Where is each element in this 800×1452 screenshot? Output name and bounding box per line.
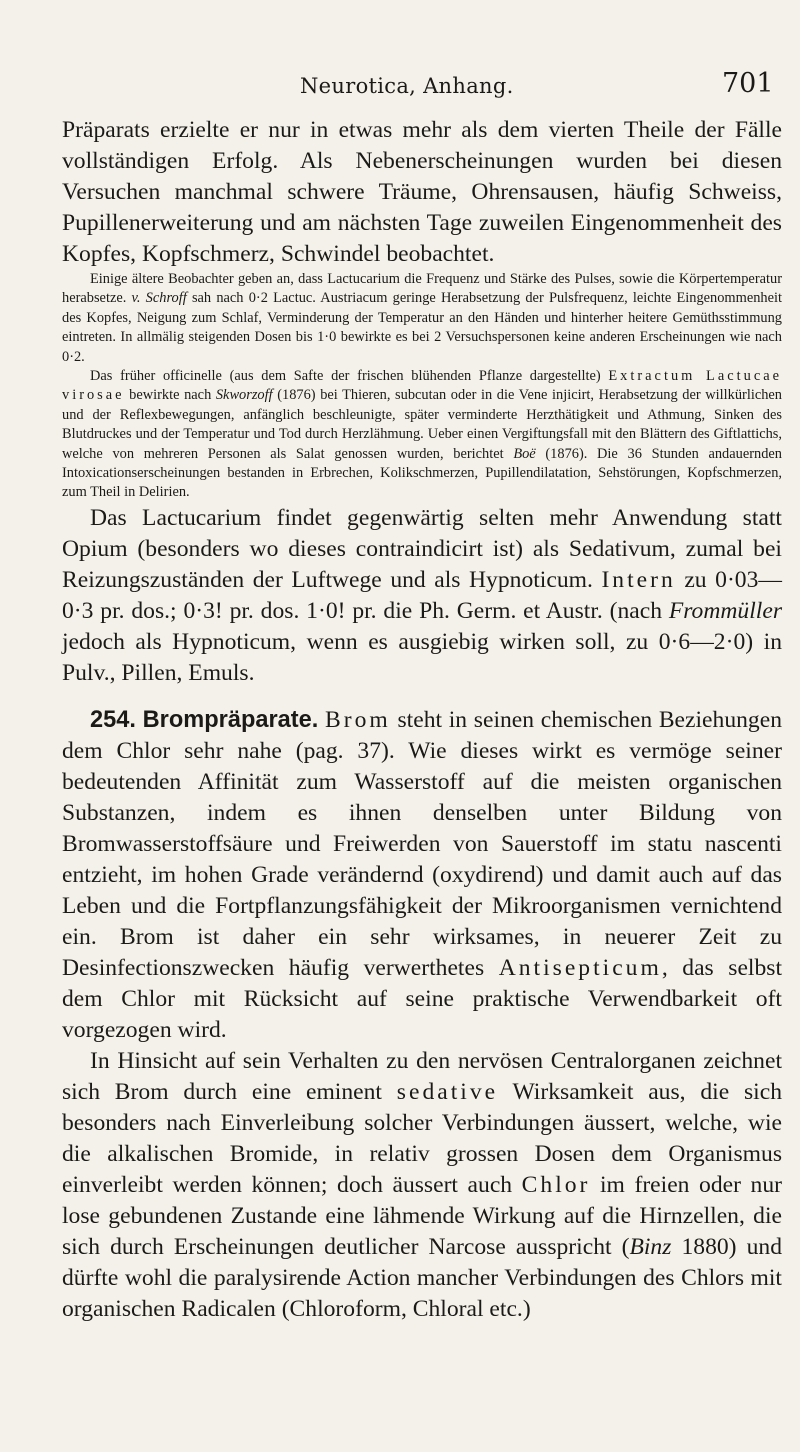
author-name: v. Schroff [131,290,187,307]
spaced-term: sedative [396,1078,499,1105]
spaced-term: Extractum Lactucae virosae [62,368,782,404]
spaced-term: Intern [601,566,676,593]
page-header [0,62,800,102]
page-number: 701 [722,68,774,99]
spaced-term: Antisepticum [498,954,662,981]
author-name: Frommüller [668,597,782,624]
paragraph-lactucarium-results: Präparats erzielte er nur in etwas mehr als dem vierten Theile der Fälle vollständigen Erfolg. Als Nebenerscheinungen wurden bei diesen Versuchen manchmal schwere Träume, Ohrensausen, häufig Schweiss, Pupillenerweiterung und am nächsten Tage zuweilen Eingenommenheit des Kopfes, Kopfschmerz, Schwindel beobachtet. [62,117,782,267]
author-name: Binz [629,1233,672,1260]
paragraph-brom-sedative: In Hinsicht auf sein Verhalten zu den nervösen Centralorganen zeichnet sich Brom durch eine eminent sedative Wirksamkeit aus, die sich besonders nach Einverleibung solcher Verbindungen äussert, welche, wie die alkalischen Bromide, in relativ grossen Dosen dem Organismus einverleibt werden können; doch äussert auch Chlor im freien oder nur lose gebundenen Zustande eine lähmende Wirkung auf die Hirnzellen, die sich durch Erscheinungen deutlicher Narcose ausspricht (Binz 1880) und dürfte wohl die paralysirende Action mancher Verbindungen des Chlors mit organischen Radicalen (Chloroform, Chloral etc.) [62,1047,782,1322]
section-number: 254. [90,706,136,733]
author-name: Skworzoff [215,387,273,404]
author-name: Boë [513,445,536,462]
section-254-brompraeparate: 254. Brompräparate. Brom steht in seinen chemischen Beziehungen dem Chlor sehr nahe (pag. 37). Wie dieses wirkt es vermöge seiner bedeutenden Affinität zum Wasserstoff auf die meisten organischen Substanzen, indem es ihnen denselben unter Bildung von Bromwasserstoffsäure und Freiwerden von Sauerstoff im statu nascenti entzieht, im hohen Grade verändernd (oxydirend) und damit auch auf das Leben und die Fortpflanzungsfähigkeit der Mikroorganismen vernichtend ein. Brom ist daher ein sehr wirksames, in neuerer Zeit zu Desinfectionszwecken häufig verwerthetes Antisepticum, das selbst dem Chlor mit Rücksicht auf seine praktische Verwendbarkeit oft vorgezogen wird. [62,706,783,1043]
page-body [62,115,782,1325]
running-title: Neurotica, Anhang. [300,74,514,98]
spaced-term: Brom [325,706,391,733]
section-heading: Brompräparate. [142,706,319,733]
spaced-term: Chlor [521,1171,591,1198]
footnote-older-observers: Einige ältere Beobachter geben an, dass Lactucarium die Frequenz und Stärke des Pulses, sowie die Körpertemperatur herabsetze. v. Schroff sah nach 0·2 Lactuc. Austriacum geringe Herabsetzung der Pulsfrequenz, leichte Eingenommenheit des Kopfes, Neigung zum Schlaf, Verminderung der Temperatur an den Händen und hinterher heitere Gemüthsstimmung eintreten. In allmälig steigenden Dosen bis 1·0 bewirkte es bei 2 Versuchspersonen keine anderen Erscheinungen wie nach 0·2. [62,271,782,365]
paragraph-lactucarium-usage: Das Lactucarium findet gegenwärtig selten mehr Anwendung statt Opium (besonders wo dieses contraindicirt ist) als Sedativum, zumal bei Reizungszuständen der Luftwege und als Hypnoticum. Intern zu 0·03—0·3 pr. dos.; 0·3! pr. dos. 1·0! pr. die Ph. Germ. et Austr. (nach Frommüller jedoch als Hypnoticum, wenn es ausgiebig wirken soll, zu 0·6—2·0) in Pulv., Pillen, Emuls. [62,504,782,686]
footnote-extractum: Das früher officinelle (aus dem Safte der frischen blühenden Pflanze dargestellte) Extractum Lactucae virosae bewirkte nach Skworzoff (1876) bei Thieren, subcutan oder in die Vene injicirt, Herabsetzung der willkürlichen und der Reflexbewegungen, anfänglich beschleunigte, später verminderte Herzthätigkeit und Athmung, Sinken des Blutdruckes und der Temperatur und Tod durch Herzlähmung. Ueber einen Vergiftungsfall mit den Blättern des Giftlattichs, welche von mehreren Personen als Salat genossen wurden, berichtet Boë (1876). Die 36 Stunden andauernden Intoxicationserscheinungen bestanden in Erbrechen, Kolikschmerzen, Pupillendilatation, Sehstörungen, Kopfschmerzen, zum Theil in Delirien. [62,368,782,501]
